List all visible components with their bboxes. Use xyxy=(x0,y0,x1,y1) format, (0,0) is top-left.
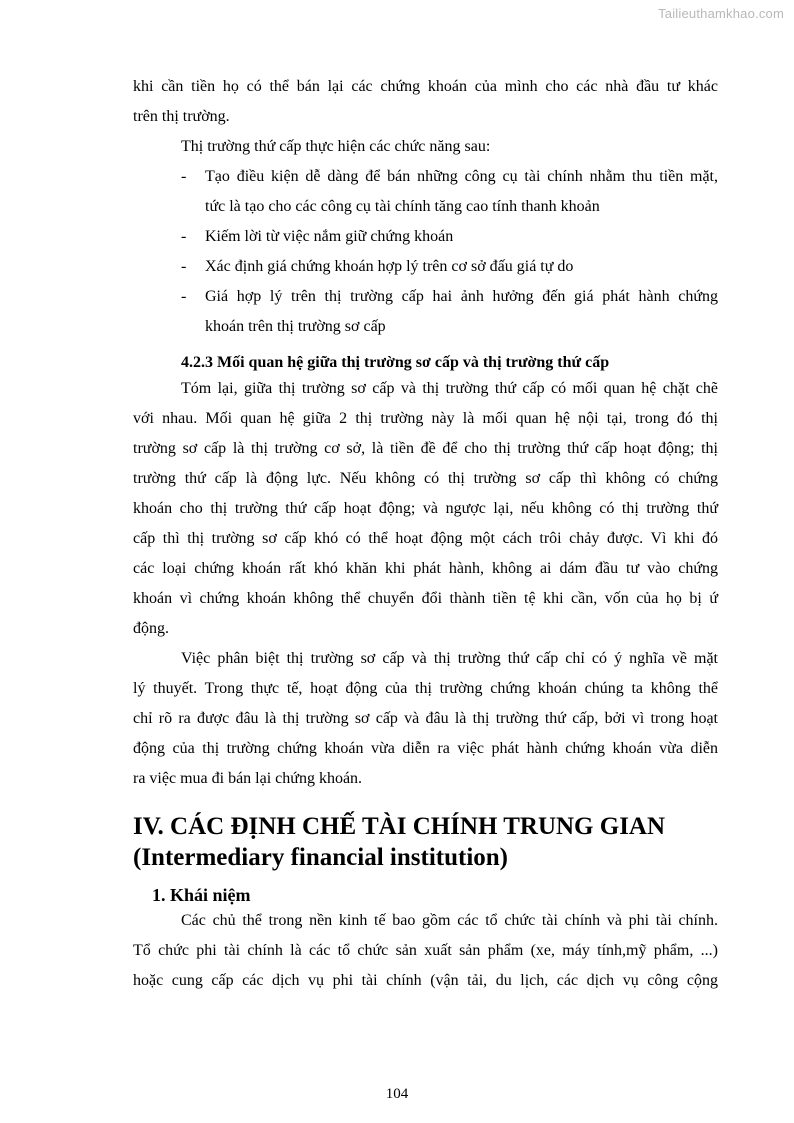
page-number: 104 xyxy=(385,1086,409,1102)
paragraph-line: khi cần tiền họ có thể bán lại các chứng khoán của mình cho các nhà đầu tư khác xyxy=(133,78,718,95)
section-title-line2: (Intermediary financial institution) xyxy=(133,844,508,871)
paragraph-line: lý thuyết. Trong thực tế, hoạt động của thị trường chứng khoán chúng ta không thể xyxy=(133,680,718,697)
paragraph-line: trường sơ cấp là thị trường cơ sở, là tiền đề để cho thị trường thứ cấp hoạt động; thị xyxy=(133,440,718,457)
paragraph-line: Tóm lại, giữa thị trường sơ cấp và thị trường thứ cấp có mối quan hệ chặt chẽ xyxy=(181,380,718,397)
bullet-text: Tạo điều kiện dễ dàng để bán những công cụ tài chính nhằm thu tiền mặt, xyxy=(205,168,718,185)
bullet-text: Giá hợp lý trên thị trường cấp hai ảnh hưởng đến giá phát hành chứng xyxy=(205,288,718,305)
paragraph-line: khoán cho thị trường thứ cấp hoạt động; và ngược lại, nếu không có thị trường thứ xyxy=(133,500,718,517)
paragraph-line: Việc phân biệt thị trường sơ cấp và thị trường thứ cấp chỉ có ý nghĩa về mặt xyxy=(181,650,718,667)
paragraph-line: động. xyxy=(133,620,169,637)
paragraph-line: chỉ rõ ra được đâu là thị trường sơ cấp và đâu là thị trường thứ cấp, bởi vì trong hoạt xyxy=(133,710,718,727)
bullet-text: khoán trên thị trường sơ cấp xyxy=(205,318,386,335)
paragraph-line: các loại chứng khoán rất khó khăn khi phát hành, không ai dám đầu tư vào chứng xyxy=(133,560,718,577)
paragraph-line: ra việc mua đi bán lại chứng khoán. xyxy=(133,770,363,787)
bullet-dash: - xyxy=(181,228,187,245)
paragraph-line: Các chủ thể trong nền kinh tế bao gồm các tổ chức tài chính và phi tài chính. xyxy=(181,912,718,929)
functions-intro: Thị trường thứ cấp thực hiện các chức năng sau: xyxy=(181,138,491,155)
paragraph-line: động của thị trường chứng khoán vừa diễn ra việc phát hành chứng khoán vừa diễn xyxy=(133,740,718,757)
paragraph-line: với nhau. Mối quan hệ giữa 2 thị trường này là mối quan hệ nội tại, trong đó thị xyxy=(133,410,718,427)
bullet-text: tức là tạo cho các công cụ tài chính tăng cao tính thanh khoản xyxy=(205,198,600,215)
subheading-4-2-3: 4.2.3 Mối quan hệ giữa thị trường sơ cấp và thị trường thứ cấp xyxy=(181,354,610,371)
bullet-dash: - xyxy=(181,168,187,185)
subsection-heading: 1. Khái niệm xyxy=(152,885,251,905)
paragraph-line: hoặc cung cấp các dịch vụ phi tài chính (vận tải, du lịch, các dịch vụ công cộng xyxy=(133,972,718,989)
paragraph-line: trường thứ cấp là động lực. Nếu không có thị trường sơ cấp thì không có chứng xyxy=(133,470,718,487)
bullet-text: Kiếm lời từ việc nắm giữ chứng khoán xyxy=(205,228,454,245)
section-title-line1: IV. CÁC ĐỊNH CHẾ TÀI CHÍNH TRUNG GIAN xyxy=(133,813,666,840)
bullet-dash: - xyxy=(181,288,187,305)
paragraph-line: khoán vì chứng khoán không thể chuyển đổi thành tiền tệ khi cần, vốn của họ bị ứ xyxy=(133,590,718,607)
bullet-dash: - xyxy=(181,258,187,275)
watermark: Tailieuthamkhao.com xyxy=(658,6,784,21)
paragraph-line: trên thị trường. xyxy=(133,108,230,125)
paragraph-line: Tổ chức phi tài chính là các tổ chức sản xuất sản phẩm (xe, máy tính,mỹ phẩm, ...) xyxy=(133,942,718,959)
bullet-text: Xác định giá chứng khoán hợp lý trên cơ sở đấu giá tự do xyxy=(205,258,574,275)
paragraph-line: cấp thì thị trường sơ cấp khó có thể hoạt động một cách trôi chảy được. Vì khi đó xyxy=(133,530,718,547)
